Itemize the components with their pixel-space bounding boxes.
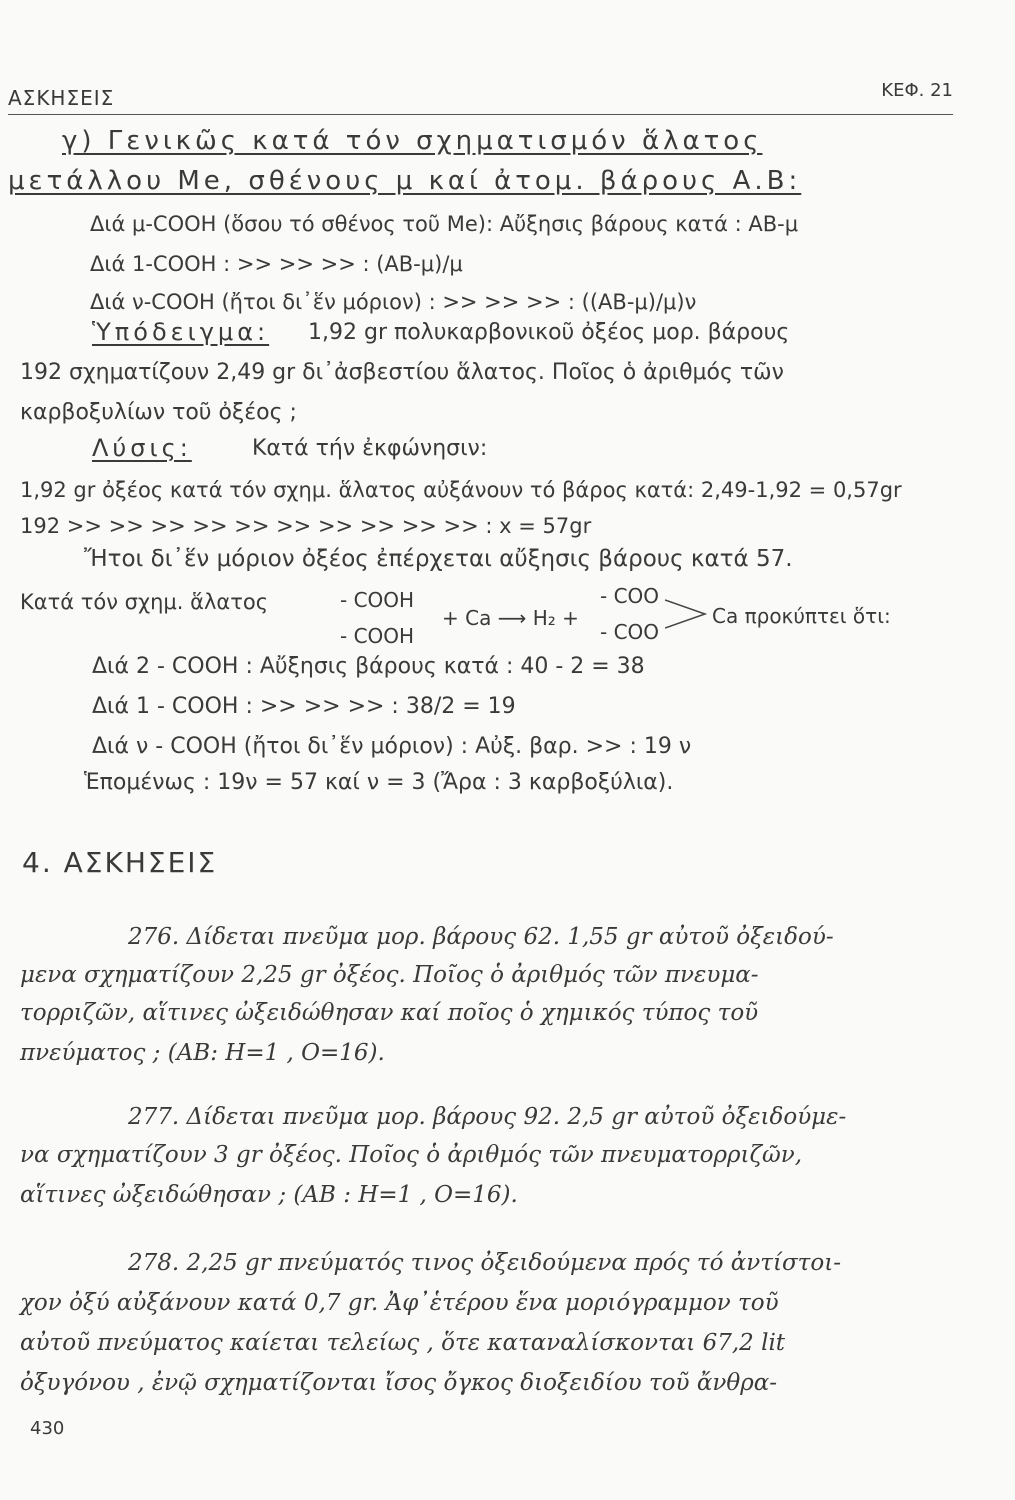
- solution-line-7: Διά ν - COOH (ἤτοι δι᾽ἕν μόριον) : Αὐξ. βαρ. >> : 19 ν: [92, 734, 692, 759]
- solution-line-4: Κατά τόν σχημ. ἅλατος: [20, 590, 269, 614]
- exercise-276-line-2: μενα σχηματίζουν 2,25 gr ὀξέος. Ποῖος ὁ ἀριθμός τῶν πνευμα-: [20, 962, 759, 988]
- solution-line-2: 192 >> >> >> >> >> >> >> >> >> >> : x = 57gr: [20, 514, 592, 538]
- exercise-278-line-2: χον ὀξύ αὐξάνουν κατά 0,7 gr. Ἀφ᾽ἑτέρου ἕνα μοριόγραμμον τοῦ: [20, 1290, 779, 1316]
- exercise-277-line-2: να σχηματίζουν 3 gr ὀξέος. Ποῖος ὁ ἀριθμός τῶν πνευματορριζῶν,: [20, 1142, 803, 1168]
- solution-line-1: 1,92 gr ὀξέος κατά τόν σχημ. ἅλατος αὐξάνουν τό βάρος κατά: 2,49-1,92 = 0,57gr: [20, 478, 902, 502]
- solution-line-8: Ἑπομένως : 19ν = 57 καί ν = 3 (Ἄρα : 3 καρβοξύλια).: [84, 770, 674, 795]
- reaction-product-bottom: - COO: [600, 620, 660, 644]
- example-line-2: 192 σχηματίζουν 2,49 gr δι᾽ἀσβεστίου ἅλατος. Ποῖος ὁ ἀριθμός τῶν: [20, 360, 784, 385]
- reaction-product-top: - COO: [600, 584, 660, 608]
- solution-intro: Κατά τήν ἐκφώνησιν:: [252, 436, 488, 461]
- example-line-3: καρβοξυλίων τοῦ ὀξέος ;: [20, 400, 297, 425]
- reaction-result: Ca προκύπτει ὅτι:: [712, 604, 891, 628]
- solution-label: Λύσις:: [92, 434, 192, 462]
- exercise-278-line-3: αὐτοῦ πνεύματος καίεται τελείως , ὅτε καταναλίσκονται 67,2 lit: [20, 1330, 786, 1356]
- solution-line-6: Διά 1 - COOH : >> >> >> : 38/2 = 19: [92, 694, 516, 719]
- chapter-label: ΚΕΦ. 21: [881, 80, 953, 101]
- section-title: 4. ΑΣΚΗΣΕΙΣ: [22, 846, 218, 879]
- exercise-278-line-4: ὀξυγόνου , ἐνῷ σχηματίζονται ἴσος ὄγκος διοξειδίου τοῦ ἄνθρα-: [20, 1370, 778, 1396]
- gamma-heading-line-1: γ) Γενικῶς κατά τόν σχηματισμόν ἅλατος: [62, 126, 763, 156]
- gamma-heading-line-2: μετάλλου Me, σθένους μ καί ἀτομ. βάρους Α.Β:: [8, 166, 802, 196]
- solution-line-3: Ἤτοι δι᾽ἕν μόριον ὀξέος ἐπέρχεται αὔξησις βάρους κατά 57.: [84, 546, 793, 572]
- exercise-277-line-3: αἵτινες ὠξειδώθησαν ; (ΑΒ : Η=1 , Ο=16).: [20, 1182, 518, 1208]
- page-number: 430: [30, 1418, 65, 1439]
- exercise-276-line-1: 276. Δίδεται πνεῦμα μορ. βάρους 62. 1,55 gr αὐτοῦ ὀξειδού-: [128, 924, 834, 950]
- example-line-1: 1,92 gr πολυκαρβονικοῦ ὀξέος μορ. βάρους: [308, 320, 790, 345]
- gamma-line-3: Διά μ-COOH (ὅσου τό σθένος τοῦ Me): Αὔξησις βάρους κατά : ΑΒ-μ: [90, 212, 799, 236]
- running-header-title: ΑΣΚΗΣΕΙΣ: [8, 86, 115, 110]
- reaction-bracket: [665, 592, 713, 636]
- gamma-line-5: Διά ν-COOH (ἤτοι δι᾽ἕν μόριον) : >> >> >> : ((ΑΒ-μ)/μ)ν: [90, 290, 697, 314]
- exercise-278-line-1: 278. 2,25 gr πνεύματός τινος ὀξειδούμενα πρός τό ἀντίστοι-: [128, 1250, 842, 1276]
- reaction-arrow: + Ca ⟶ H₂ +: [442, 606, 579, 630]
- gamma-line-4: Διά 1-COOH : >> >> >> : (ΑΒ-μ)/μ: [90, 252, 463, 276]
- reaction-reactant-bottom: - COOH: [340, 624, 415, 648]
- reaction-reactant-top: - COOH: [340, 588, 415, 612]
- solution-line-5: Διά 2 - COOH : Αὔξησις βάρους κατά : 40 - 2 = 38: [92, 654, 645, 679]
- exercise-277-line-1: 277. Δίδεται πνεῦμα μορ. βάρους 92. 2,5 gr αὐτοῦ ὀξειδούμε-: [128, 1104, 847, 1130]
- header-rule: [8, 114, 953, 115]
- exercise-276-line-4: πνεύματος ; (ΑΒ: Η=1 , Ο=16).: [20, 1040, 385, 1066]
- exercise-276-line-3: τορριζῶν, αἵτινες ὠξειδώθησαν καί ποῖος ὁ χημικός τύπος τοῦ: [20, 1000, 759, 1026]
- example-label: Ὑπόδειγμα:: [92, 318, 270, 346]
